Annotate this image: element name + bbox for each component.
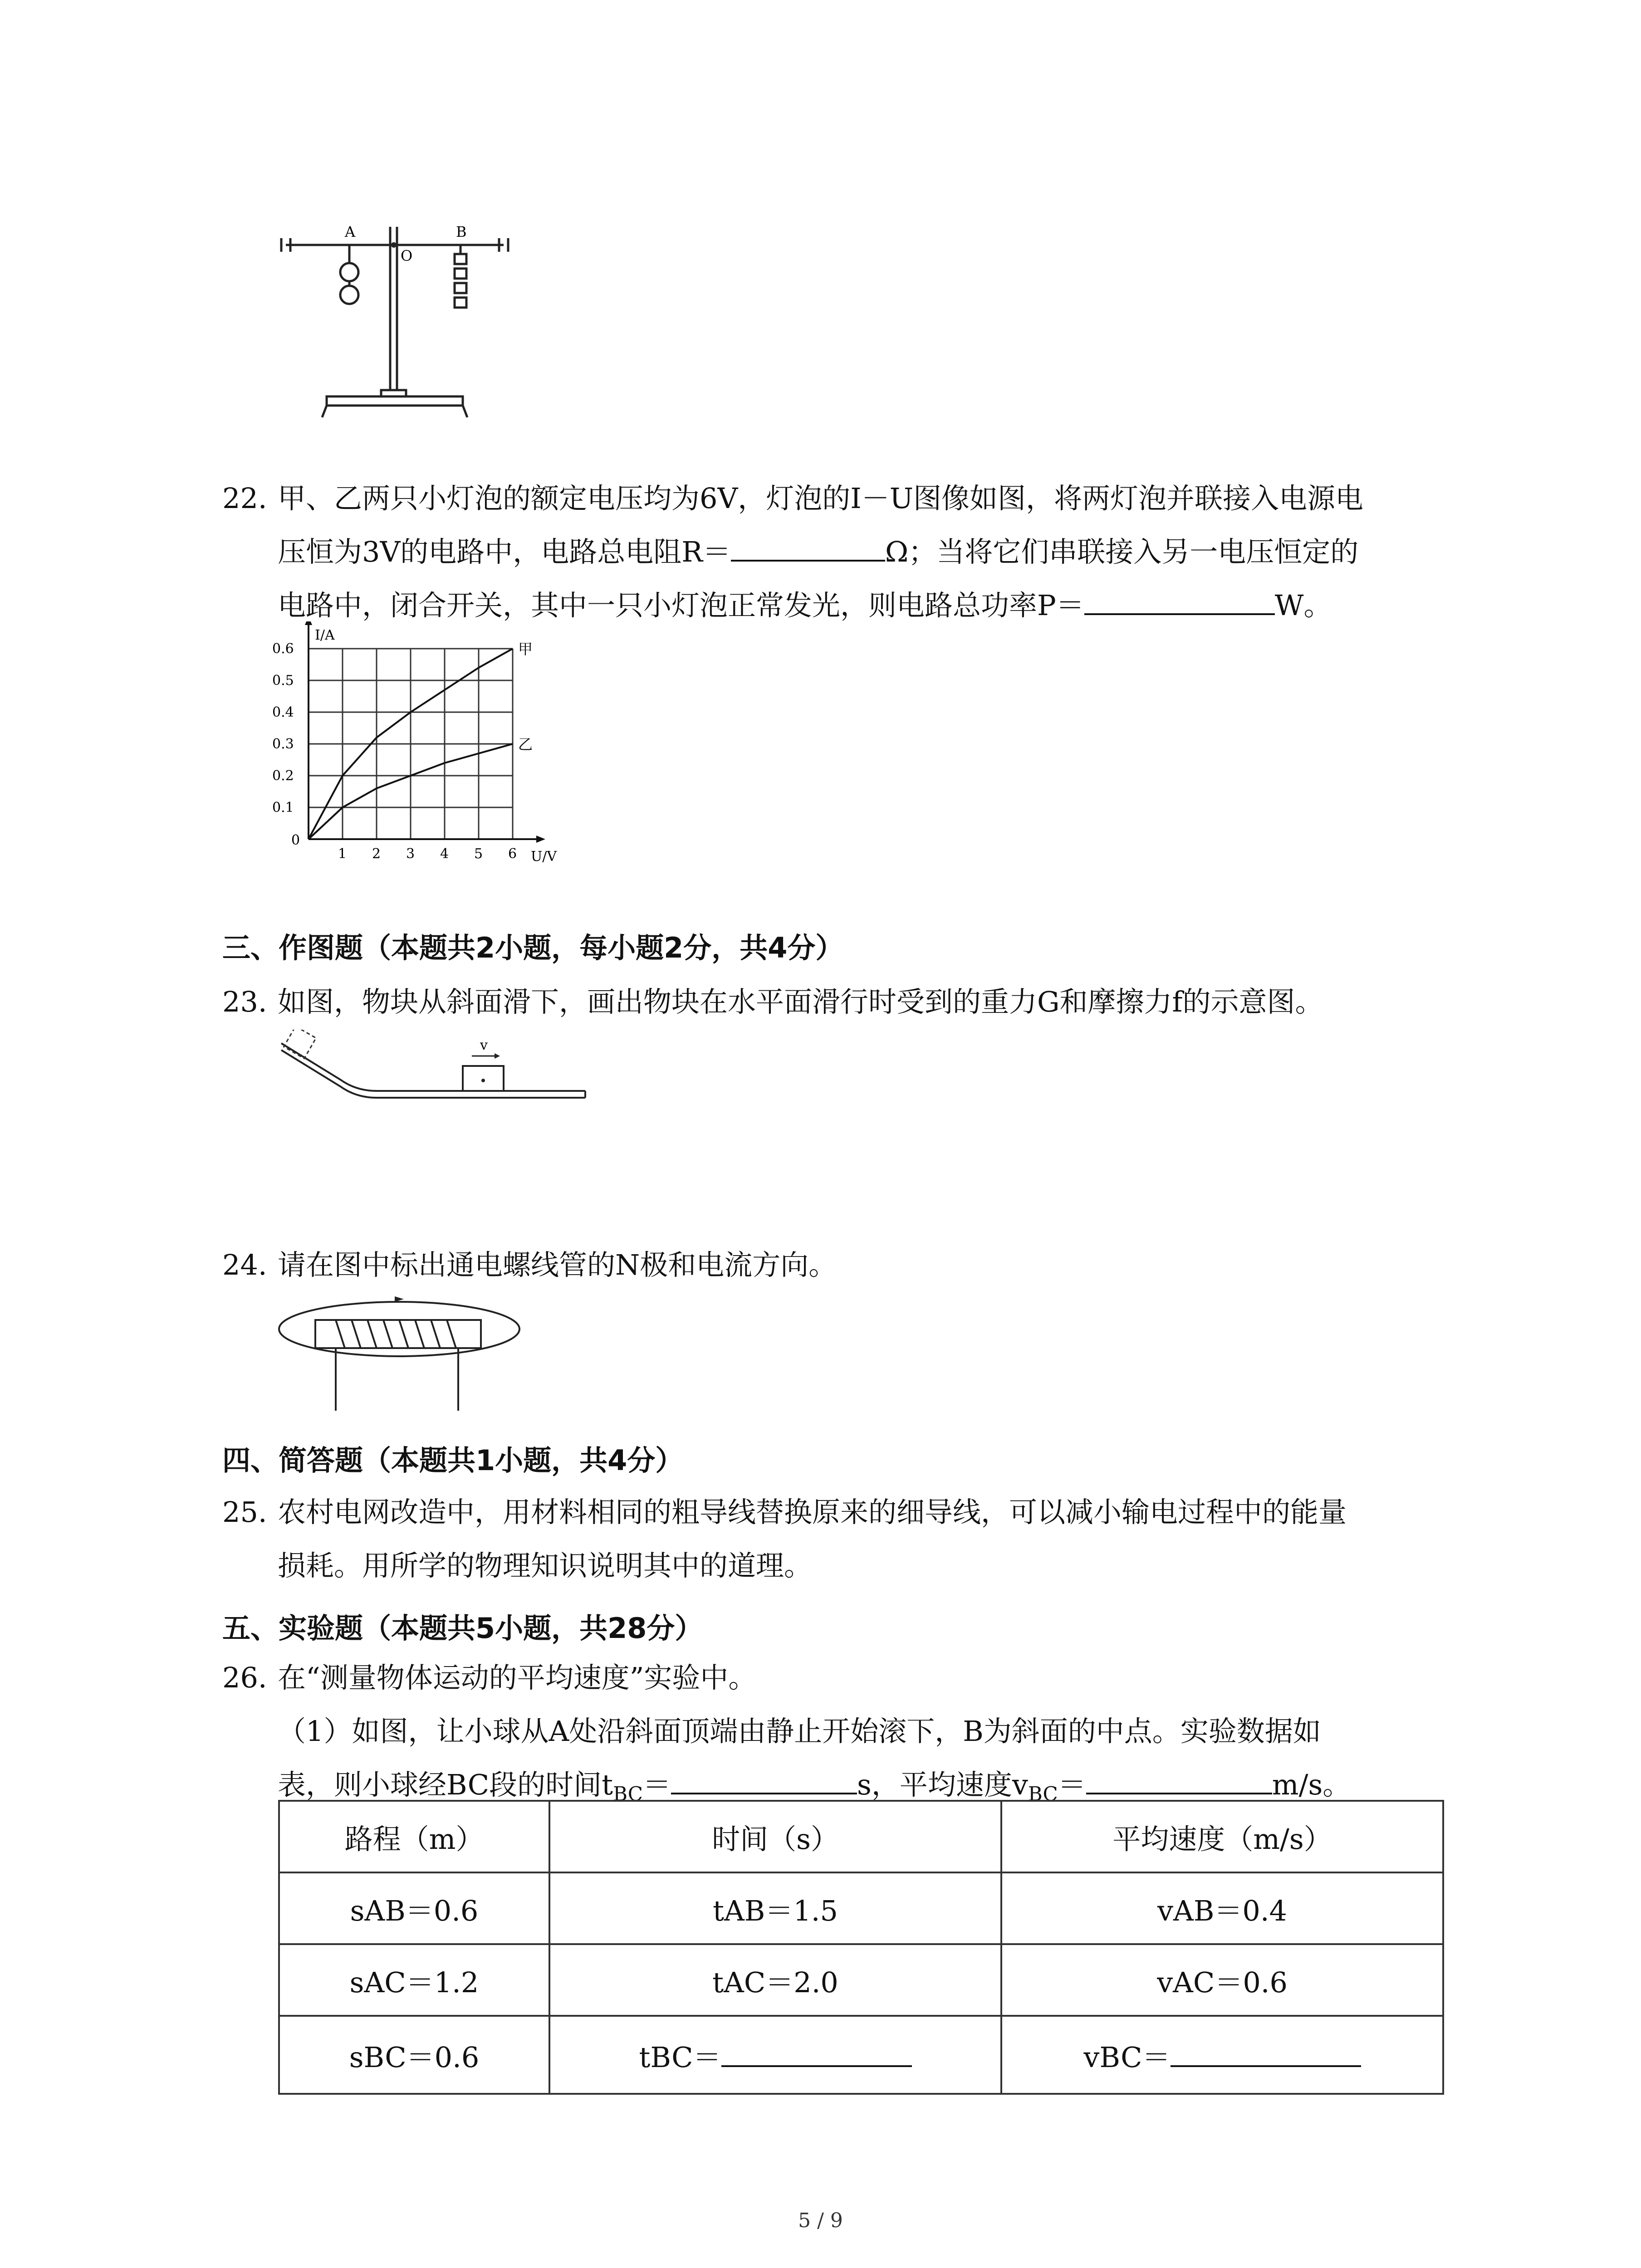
question-number: 26. xyxy=(222,1661,267,1694)
section-title: 四、简答题（本题共1小题，共4分） xyxy=(222,1444,684,1477)
question-text: m/s。 xyxy=(1272,1768,1351,1801)
table-cell: sAB＝0.6 xyxy=(279,1872,549,1944)
table-row xyxy=(279,2016,1443,2094)
subscript: BC xyxy=(613,1783,643,1806)
solenoid-figure xyxy=(272,1293,526,1420)
table-header: 平均速度（m/s） xyxy=(1001,1801,1443,1872)
y-tick-label: 0.5 xyxy=(272,673,294,689)
table-cell: vAC＝0.6 xyxy=(1001,1944,1443,2016)
subscript: BC xyxy=(1028,1783,1058,1806)
x-axis-label: U/V xyxy=(531,849,557,865)
question-text: 表，则小球经BC段的时间t xyxy=(278,1768,613,1801)
table-cell: sAC＝1.2 xyxy=(279,1944,549,2016)
answer-blank[interactable] xyxy=(671,1765,857,1794)
question-text: 农村电网改造中，用材料相同的粗导线替换原来的细导线，可以减小输电过程中的能量 xyxy=(278,1496,1347,1529)
table-header: 时间（s） xyxy=(549,1801,1001,1872)
table-header: 路程（m） xyxy=(279,1801,549,1872)
table-cell-text: tBC＝ xyxy=(639,2040,721,2074)
lever-label-o: O xyxy=(401,247,413,264)
data-table xyxy=(278,1800,1444,2095)
question-text: Ω；当将它们串联接入另一电压恒定的 xyxy=(885,535,1359,568)
table-header-row xyxy=(279,1801,1443,1872)
section-title: 三、作图题（本题共2小题，每小题2分，共4分） xyxy=(222,931,844,964)
question-22 xyxy=(222,472,1456,632)
answer-blank[interactable] xyxy=(1086,1765,1272,1794)
table-cell-blank[interactable] xyxy=(549,2016,1001,2094)
y-tick-label: 0.6 xyxy=(272,641,294,657)
question-number: 22. xyxy=(222,482,267,515)
x-tick-label: 5 xyxy=(474,846,483,862)
x-tick-label: 1 xyxy=(338,846,347,862)
answer-blank[interactable] xyxy=(1171,2037,1361,2067)
question-23 xyxy=(222,975,1456,1029)
x-tick-label: 2 xyxy=(372,846,381,862)
table-row xyxy=(279,1872,1443,1944)
lever-figure xyxy=(272,218,526,426)
question-text: s，平均速度v xyxy=(857,1768,1028,1801)
question-text: （1）如图，让小球从A处沿斜面顶端由静止开始滚下，B为斜面的中点。实验数据如 xyxy=(278,1715,1321,1748)
table-cell-text: vBC＝ xyxy=(1083,2040,1171,2074)
table-cell-blank[interactable] xyxy=(1001,2016,1443,2094)
slope-figure xyxy=(272,1030,590,1120)
answer-blank[interactable] xyxy=(1084,585,1275,615)
y-tick-label: 0.2 xyxy=(272,768,294,784)
series-label: 甲 xyxy=(518,640,533,658)
question-text: 损耗。用所学的物理知识说明其中的道理。 xyxy=(278,1549,813,1582)
lever-label-b: B xyxy=(456,223,467,240)
y-axis-label: I/A xyxy=(315,627,335,643)
y-axis-arrow xyxy=(305,621,312,625)
x-tick-label: 4 xyxy=(440,846,449,862)
y-tick-label: 0.3 xyxy=(272,736,294,752)
question-text: 请在图中标出通电螺线管的N极和电流方向。 xyxy=(278,1248,837,1281)
lever-label-a: A xyxy=(345,223,356,240)
question-text: 如图，物块从斜面滑下，画出物块在水平面滑行时受到的重力G和摩擦力f的示意图。 xyxy=(278,985,1323,1018)
table-row xyxy=(279,1944,1443,2016)
question-text: W。 xyxy=(1274,589,1332,622)
question-text: 甲、乙两只小灯泡的额定电压均为6V，灯泡的I－U图像如图，将两灯泡并联接入电源电 xyxy=(278,482,1363,515)
x-tick-label: 6 xyxy=(508,846,517,862)
question-text: ＝ xyxy=(642,1768,671,1801)
y-tick-label: 0.1 xyxy=(272,800,294,816)
question-24 xyxy=(222,1238,1456,1292)
question-text: 压恒为3V的电路中，电路总电阻R＝ xyxy=(278,535,731,568)
question-25 xyxy=(222,1486,1456,1593)
x-tick-label: 3 xyxy=(406,846,415,862)
question-number: 23. xyxy=(222,985,267,1018)
answer-blank[interactable] xyxy=(731,532,885,562)
question-number: 25. xyxy=(222,1496,267,1529)
x-axis-arrow xyxy=(536,836,545,843)
velocity-label: v xyxy=(480,1037,488,1053)
table-cell: sBC＝0.6 xyxy=(279,2016,549,2094)
series-label: 乙 xyxy=(518,736,533,753)
table-cell: tAC＝2.0 xyxy=(549,1944,1001,2016)
question-text: 电路中，闭合开关，其中一只小灯泡正常发光，则电路总功率P＝ xyxy=(278,589,1084,622)
origin-label: 0 xyxy=(291,832,300,848)
iu-chart xyxy=(268,621,585,875)
y-tick-label: 0.4 xyxy=(272,704,294,720)
answer-blank[interactable] xyxy=(721,2037,912,2067)
question-text: 在“测量物体运动的平均速度”实验中。 xyxy=(278,1661,757,1694)
page-number: 5 / 9 xyxy=(798,2209,843,2232)
table-cell: tAB＝1.5 xyxy=(549,1872,1001,1944)
table-cell: vAB＝0.4 xyxy=(1001,1872,1443,1944)
question-26 xyxy=(222,1651,1456,1821)
section-title: 五、实验题（本题共5小题，共28分） xyxy=(222,1612,703,1645)
question-text: ＝ xyxy=(1058,1768,1086,1801)
question-number: 24. xyxy=(222,1248,267,1281)
